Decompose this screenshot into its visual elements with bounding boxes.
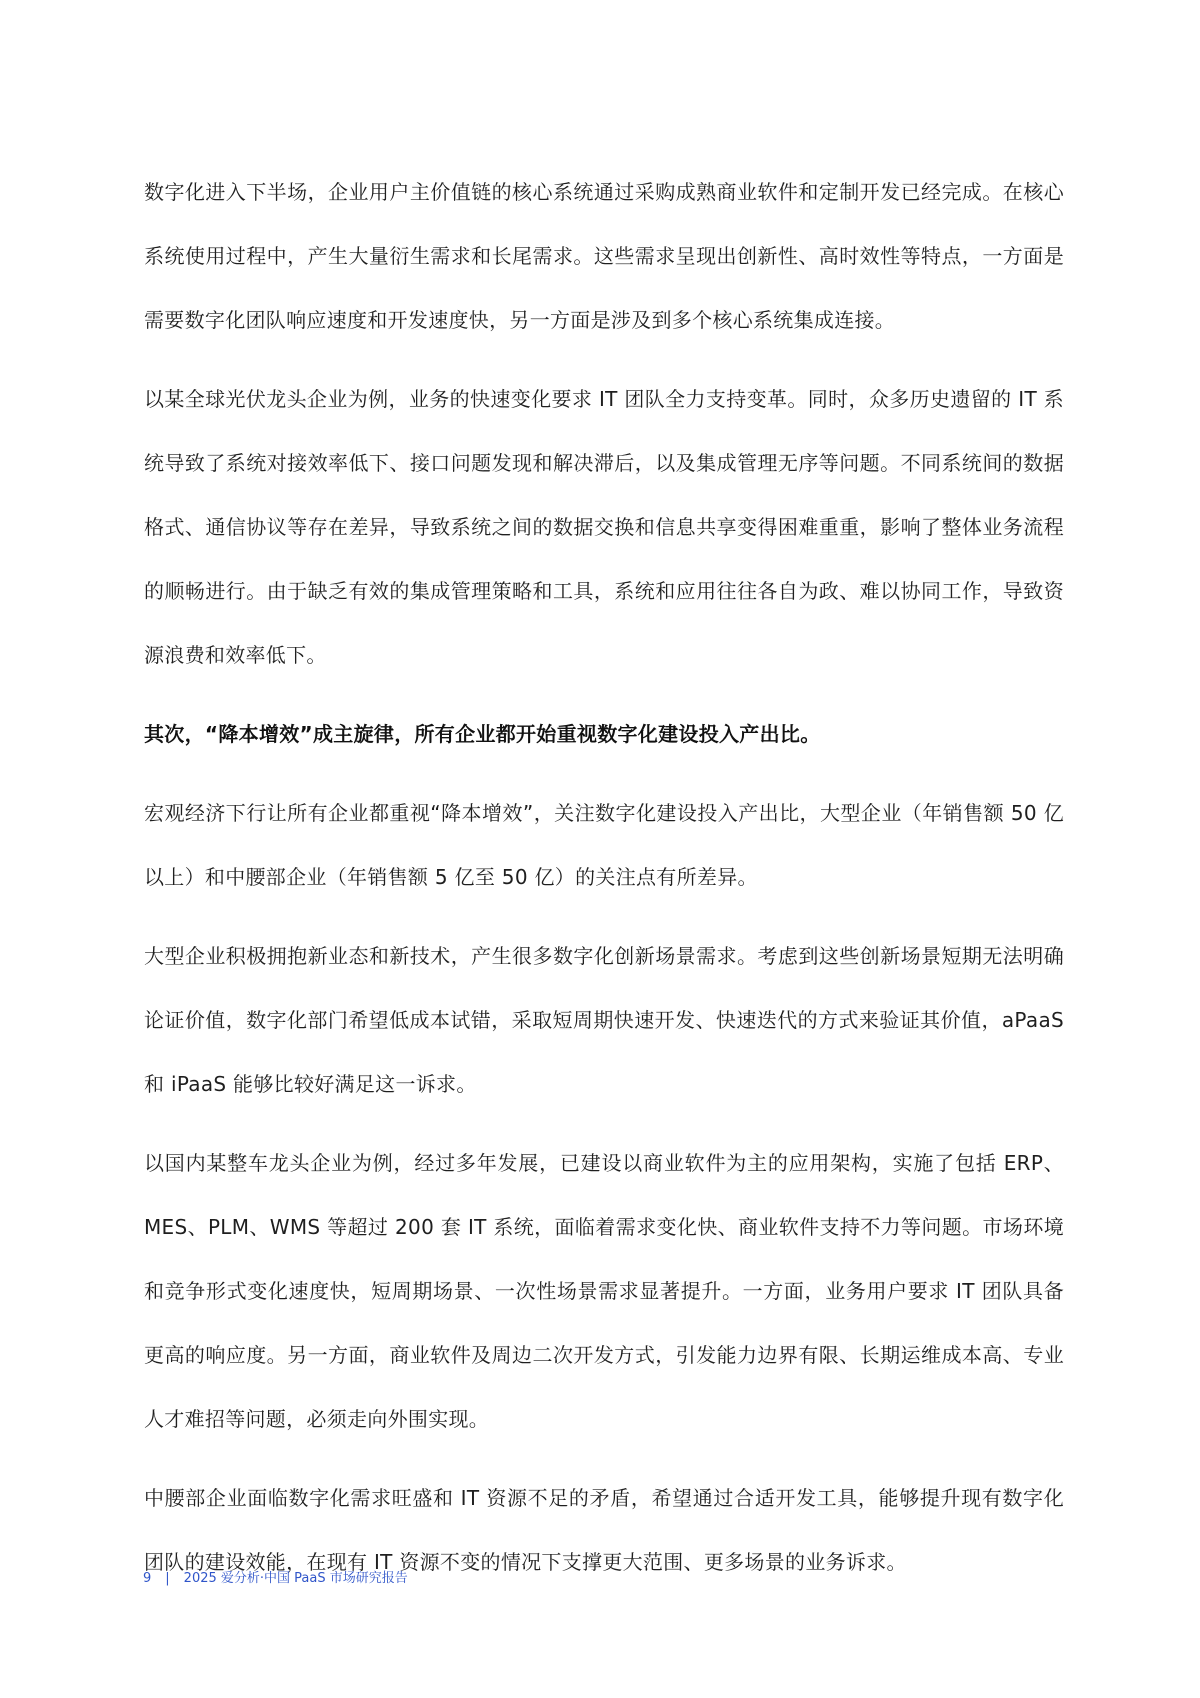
paragraph-mid-enterprise: 中腰部企业面临数字化需求旺盛和 IT 资源不足的矛盾，希望通过合适开发工具，能够提升现有数字化团队的建设效能，在现有 IT 资源不变的情况下支撑更大范围、更多场景的业务诉求。 [144, 1486, 1064, 1574]
page-number: 9 [143, 1571, 152, 1586]
paragraph-large-enterprise: 大型企业积极拥抱新业态和新技术，产生很多数字化创新场景需求。考虑到这些创新场景短期无法明确论证价值，数字化部门希望低成本试错，采取短周期快速开发、快速迭代的方式来验证其价值，aPaaS 和 iPaaS 能够比较好满足这一诉求。 [144, 944, 1064, 1096]
body-text [144, 160, 1064, 1609]
paragraph-pv-enterprise-example: 以某全球光伏龙头企业为例，业务的快速变化要求 IT 团队全力支持变革。同时，众多历史遗留的 IT 系统导致了系统对接效率低下、接口问题发现和解决滞后，以及集成管理无序等问题。不同系统间的数据格式、通信协议等存在差异，导致系统之间的数据交换和信息共享变得困难重重，影响了整体业务流程的顺畅进行。由于缺乏有效的集成管理策略和工具，系统和应用往往各自为政、难以协同工作，导致资源浪费和效率低下。 [144, 387, 1064, 667]
paragraph-auto-enterprise-example: 以国内某整车龙头企业为例，经过多年发展，已建设以商业软件为主的应用架构，实施了包括 ERP、MES、PLM、WMS 等超过 200 套 IT 系统，面临着需求变化快、商业软件支持不力等问题。市场环境和竞争形式变化速度快，短周期场景、一次性场景需求显著提升。一方面，业务用户要求 IT 团队具备更高的响应度。另一方面，商业软件及周边二次开发方式，引发能力边界有限、长期运维成本高、专业人才难招等问题，必须走向外围实现。 [144, 1151, 1064, 1431]
section-heading-cost-efficiency: 其次，“降本增效”成主旋律，所有企业都开始重视数字化建设投入产出比。 [144, 722, 821, 746]
page-footer [143, 1567, 408, 1586]
paragraph-macro-economy: 宏观经济下行让所有企业都重视“降本增效”，关注数字化建设投入产出比，大型企业（年销售额 50 亿以上）和中腰部企业（年销售额 5 亿至 50 亿）的关注点有所差异。 [144, 801, 1064, 889]
footer-separator: | [165, 1571, 170, 1586]
paragraph-digital-second-half: 数字化进入下半场，企业用户主价值链的核心系统通过采购成熟商业软件和定制开发已经完成。在核心系统使用过程中，产生大量衍生需求和长尾需求。这些需求呈现出创新性、高时效性等特点，一方面是需要数字化团队响应速度和开发速度快，另一方面是涉及到多个核心系统集成连接。 [144, 180, 1064, 332]
report-title: 2025 爱分析·中国 PaaS 市场研究报告 [183, 1571, 408, 1586]
